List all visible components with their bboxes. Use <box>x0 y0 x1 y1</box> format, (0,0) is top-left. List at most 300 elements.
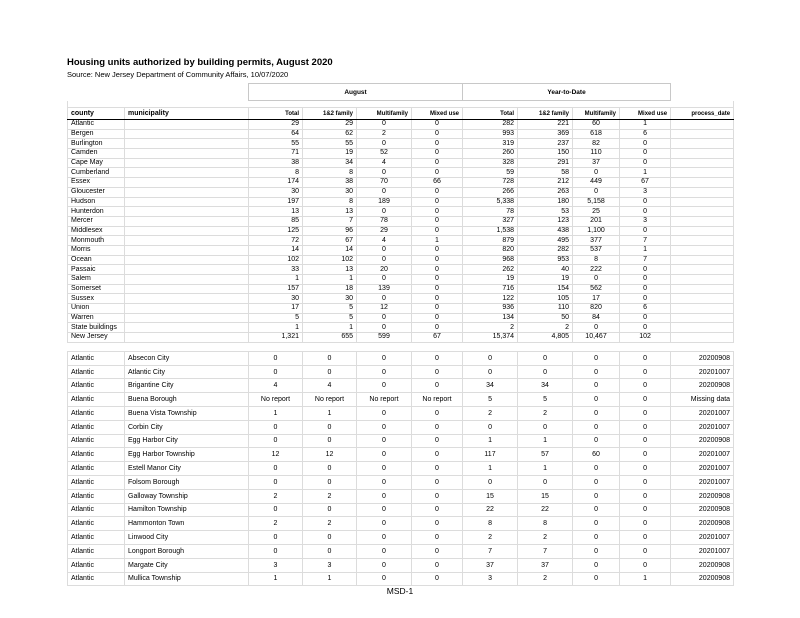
table-cell <box>671 129 734 139</box>
table-cell: 157 <box>249 284 303 294</box>
municipality-row <box>68 517 734 531</box>
county-row <box>68 139 734 149</box>
table-cell: 0 <box>357 475 412 489</box>
column-header: Multifamily <box>357 108 412 120</box>
table-cell: 20 <box>357 265 412 275</box>
table-cell: No report <box>357 393 412 407</box>
table-cell: 38 <box>249 158 303 168</box>
table-cell: 1 <box>303 407 357 421</box>
table-cell: 20200908 <box>671 434 734 448</box>
table-cell: 4 <box>357 236 412 246</box>
table-cell: 319 <box>463 139 518 149</box>
table-cell: 0 <box>412 572 463 586</box>
table-cell <box>125 139 249 149</box>
table-cell: 820 <box>573 304 620 314</box>
table-cell: 0 <box>412 120 463 130</box>
table-cell: 0 <box>412 475 463 489</box>
table-cell: 13 <box>303 207 357 217</box>
table-cell: 0 <box>573 489 620 503</box>
table-cell: Cumberland <box>68 168 125 178</box>
table-cell: 2 <box>463 407 518 421</box>
table-cell: 369 <box>518 129 573 139</box>
municipality-row <box>68 503 734 517</box>
table-cell: Atlantic <box>68 407 125 421</box>
table-cell: 62 <box>303 129 357 139</box>
table-cell: 0 <box>303 475 357 489</box>
table-cell: 201 <box>573 216 620 226</box>
table-cell: Morris <box>68 245 125 255</box>
column-header: Total <box>463 108 518 120</box>
table-cell <box>671 236 734 246</box>
table-cell: 0 <box>573 503 620 517</box>
table-cell: 1 <box>620 245 671 255</box>
table-cell: Essex <box>68 178 125 188</box>
table-cell: Atlantic <box>68 462 125 476</box>
table-cell: 1 <box>249 572 303 586</box>
table-cell: 0 <box>573 531 620 545</box>
table-cell: 52 <box>357 149 412 159</box>
municipality-row <box>68 393 734 407</box>
table-cell: 0 <box>412 365 463 379</box>
table-cell: 34 <box>463 379 518 393</box>
table-cell <box>671 158 734 168</box>
table-cell: 10,467 <box>573 333 620 343</box>
table-cell: 7 <box>463 544 518 558</box>
table-cell: 0 <box>357 275 412 285</box>
table-cell: 993 <box>463 129 518 139</box>
county-row <box>68 236 734 246</box>
table-cell: 20201007 <box>671 365 734 379</box>
table-cell: 29 <box>249 120 303 130</box>
table-cell: 30 <box>249 294 303 304</box>
table-cell: 2 <box>303 517 357 531</box>
table-cell <box>125 236 249 246</box>
table-cell: Egg Harbor Township <box>125 448 249 462</box>
table-cell: 3 <box>620 216 671 226</box>
table-cell <box>671 284 734 294</box>
municipality-row <box>68 544 734 558</box>
municipality-row <box>68 475 734 489</box>
table-cell: 0 <box>249 434 303 448</box>
table-cell: 0 <box>357 420 412 434</box>
table-cell: 180 <box>518 197 573 207</box>
county-row <box>68 245 734 255</box>
table-cell <box>125 333 249 343</box>
table-cell: 84 <box>573 313 620 323</box>
table-cell: 0 <box>303 531 357 545</box>
table-cell: 0 <box>412 149 463 159</box>
table-cell: 20201007 <box>671 544 734 558</box>
table-cell: 0 <box>620 531 671 545</box>
table-cell: 3 <box>463 572 518 586</box>
table-cell: 57 <box>518 448 573 462</box>
county-row <box>68 207 734 217</box>
municipality-row <box>68 572 734 586</box>
county-row <box>68 323 734 333</box>
county-row <box>68 187 734 197</box>
table-cell: 1 <box>518 434 573 448</box>
table-cell: 8 <box>249 168 303 178</box>
table-cell: 0 <box>412 245 463 255</box>
table-cell <box>125 323 249 333</box>
table-cell <box>125 255 249 265</box>
table-cell: 1 <box>518 462 573 476</box>
table-cell: Bergen <box>68 129 125 139</box>
table-cell: 0 <box>412 531 463 545</box>
county-row <box>68 284 734 294</box>
table-cell: 0 <box>249 420 303 434</box>
table-cell: 59 <box>463 168 518 178</box>
table-cell <box>671 294 734 304</box>
table-cell <box>125 226 249 236</box>
table-cell: 13 <box>249 207 303 217</box>
table-cell: 0 <box>573 393 620 407</box>
table-cell: 2 <box>463 531 518 545</box>
municipality-row <box>68 448 734 462</box>
table-cell: 291 <box>518 158 573 168</box>
municipality-row <box>68 462 734 476</box>
table-cell: No report <box>303 393 357 407</box>
table-cell: 19 <box>463 275 518 285</box>
table-cell: 0 <box>357 448 412 462</box>
table-cell: 0 <box>518 420 573 434</box>
page-footer: MSD-1 <box>386 586 414 596</box>
table-cell: 20201007 <box>671 448 734 462</box>
table-cell <box>125 275 249 285</box>
table-cell: 0 <box>573 275 620 285</box>
table-cell: 1,538 <box>463 226 518 236</box>
table-cell: 0 <box>573 187 620 197</box>
table-cell: 50 <box>518 313 573 323</box>
table-cell: 0 <box>620 365 671 379</box>
column-header: Mixed use <box>412 108 463 120</box>
table-cell: 0 <box>357 544 412 558</box>
table-cell: 14 <box>303 245 357 255</box>
table-cell <box>671 139 734 149</box>
table-cell: 562 <box>573 284 620 294</box>
table-cell: Atlantic <box>68 448 125 462</box>
table-cell: Atlantic <box>68 572 125 586</box>
table-cell: 37 <box>573 158 620 168</box>
table-cell: 0 <box>620 139 671 149</box>
table-cell: 212 <box>518 178 573 188</box>
table-cell <box>671 275 734 285</box>
table-cell: 0 <box>620 448 671 462</box>
table-cell: 0 <box>303 434 357 448</box>
table-cell: 0 <box>620 197 671 207</box>
table-cell: 17 <box>573 294 620 304</box>
table-cell: 0 <box>573 323 620 333</box>
table-cell: 0 <box>620 313 671 323</box>
table-cell: Galloway Township <box>125 489 249 503</box>
column-header: Mixed use <box>620 108 671 120</box>
table-cell: 0 <box>412 158 463 168</box>
table-cell: 3 <box>620 187 671 197</box>
table-cell: 221 <box>518 120 573 130</box>
table-cell: 0 <box>412 434 463 448</box>
table-cell <box>125 313 249 323</box>
county-row <box>68 158 734 168</box>
permits-table <box>67 83 734 586</box>
table-cell: Camden <box>68 149 125 159</box>
table-cell <box>671 178 734 188</box>
table-cell: 0 <box>412 216 463 226</box>
table-cell: 0 <box>412 462 463 476</box>
table-cell: 0 <box>412 304 463 314</box>
table-cell <box>125 294 249 304</box>
table-cell: 0 <box>573 475 620 489</box>
column-header: Multifamily <box>573 108 620 120</box>
table-cell: 1 <box>249 275 303 285</box>
table-cell: 20201007 <box>671 420 734 434</box>
table-cell: 0 <box>357 407 412 421</box>
table-cell: 0 <box>357 351 412 365</box>
table-cell: 0 <box>620 489 671 503</box>
table-cell: 1 <box>463 434 518 448</box>
table-cell: Monmouth <box>68 236 125 246</box>
table-cell: 67 <box>303 236 357 246</box>
table-cell: No report <box>412 393 463 407</box>
table-cell: 22 <box>463 503 518 517</box>
table-cell: 0 <box>412 379 463 393</box>
table-cell: 0 <box>573 379 620 393</box>
column-header-row <box>68 108 734 120</box>
table-cell: 222 <box>573 265 620 275</box>
table-cell: 1 <box>249 323 303 333</box>
table-cell: 0 <box>249 475 303 489</box>
municipality-row <box>68 379 734 393</box>
county-row <box>68 275 734 285</box>
table-cell: 5 <box>463 393 518 407</box>
table-cell: 37 <box>518 558 573 572</box>
table-cell <box>671 313 734 323</box>
table-cell: Burlington <box>68 139 125 149</box>
table-cell: 1 <box>303 323 357 333</box>
table-cell: 0 <box>303 420 357 434</box>
table-cell: 30 <box>303 294 357 304</box>
table-cell: 15 <box>518 489 573 503</box>
table-cell: 3 <box>249 558 303 572</box>
table-cell: 0 <box>620 294 671 304</box>
table-cell: Atlantic <box>68 434 125 448</box>
table-cell <box>671 304 734 314</box>
table-cell <box>671 333 734 343</box>
table-cell <box>125 197 249 207</box>
table-cell: 0 <box>620 158 671 168</box>
table-cell: Salem <box>68 275 125 285</box>
table-cell: 8 <box>573 255 620 265</box>
table-cell: 237 <box>518 139 573 149</box>
table-cell: 6 <box>620 129 671 139</box>
county-row <box>68 149 734 159</box>
table-cell: 122 <box>463 294 518 304</box>
table-cell <box>125 120 249 130</box>
county-row <box>68 197 734 207</box>
table-cell: 20201007 <box>671 407 734 421</box>
table-cell: Passaic <box>68 265 125 275</box>
table-cell: 5,338 <box>463 197 518 207</box>
table-cell: 263 <box>518 187 573 197</box>
table-cell: Atlantic <box>68 120 125 130</box>
table-cell: 2 <box>518 323 573 333</box>
table-cell: 0 <box>573 407 620 421</box>
municipality-row <box>68 489 734 503</box>
table-cell <box>125 178 249 188</box>
table-cell: Missing data <box>671 393 734 407</box>
table-cell: Gloucester <box>68 187 125 197</box>
table-cell: 0 <box>620 207 671 217</box>
table-cell: 125 <box>249 226 303 236</box>
table-cell: 15,374 <box>463 333 518 343</box>
table-cell: 96 <box>303 226 357 236</box>
table-cell: 0 <box>620 226 671 236</box>
table-cell <box>671 245 734 255</box>
table-cell: 14 <box>249 245 303 255</box>
table-cell: 0 <box>249 365 303 379</box>
table-cell: 0 <box>303 351 357 365</box>
table-cell: 197 <box>249 197 303 207</box>
table-cell: 154 <box>518 284 573 294</box>
table-cell <box>671 226 734 236</box>
table-cell: 728 <box>463 178 518 188</box>
county-row <box>68 304 734 314</box>
table-cell: 0 <box>412 187 463 197</box>
table-cell <box>125 245 249 255</box>
table-cell: Mullica Township <box>125 572 249 586</box>
table-cell: 449 <box>573 178 620 188</box>
table-cell: 8 <box>303 168 357 178</box>
table-cell: 33 <box>249 265 303 275</box>
table-cell: 282 <box>463 120 518 130</box>
table-cell: 0 <box>620 351 671 365</box>
table-cell: 34 <box>303 158 357 168</box>
table-cell: 377 <box>573 236 620 246</box>
table-cell: 82 <box>573 139 620 149</box>
table-cell: 0 <box>573 558 620 572</box>
table-cell: New Jersey <box>68 333 125 343</box>
table-cell: 0 <box>620 517 671 531</box>
table-cell: Middlesex <box>68 226 125 236</box>
municipality-row <box>68 558 734 572</box>
table-cell: 110 <box>573 149 620 159</box>
municipality-row <box>68 365 734 379</box>
county-row <box>68 178 734 188</box>
table-cell: 2 <box>249 517 303 531</box>
table-cell: 0 <box>620 149 671 159</box>
table-cell: Ocean <box>68 255 125 265</box>
section-gap-row <box>68 342 734 351</box>
table-cell: 5 <box>303 313 357 323</box>
table-cell: 2 <box>249 489 303 503</box>
column-header: municipality <box>125 108 249 120</box>
table-cell: 1 <box>303 275 357 285</box>
table-cell: Buena Vista Township <box>125 407 249 421</box>
table-cell: Atlantic <box>68 544 125 558</box>
table-cell: 78 <box>357 216 412 226</box>
table-cell: 968 <box>463 255 518 265</box>
table-cell: 0 <box>412 313 463 323</box>
table-cell: 102 <box>249 255 303 265</box>
table-cell: 0 <box>249 503 303 517</box>
table-cell: 0 <box>620 420 671 434</box>
table-cell: Atlantic <box>68 420 125 434</box>
table-cell: 0 <box>620 503 671 517</box>
table-cell: Absecon City <box>125 351 249 365</box>
table-cell: 0 <box>412 284 463 294</box>
table-cell: Atlantic <box>68 517 125 531</box>
table-cell: 2 <box>357 129 412 139</box>
table-cell: 102 <box>303 255 357 265</box>
table-cell: 4 <box>249 379 303 393</box>
table-cell: 0 <box>249 351 303 365</box>
table-cell: 0 <box>573 365 620 379</box>
table-cell: 0 <box>357 503 412 517</box>
table-cell: 72 <box>249 236 303 246</box>
group-header-ytd: Year-to-Date <box>463 84 671 101</box>
table-cell: 67 <box>620 178 671 188</box>
table-cell: 1,100 <box>573 226 620 236</box>
table-cell: Atlantic <box>68 489 125 503</box>
table-cell: 0 <box>357 245 412 255</box>
table-cell: 0 <box>412 265 463 275</box>
column-header: Total <box>249 108 303 120</box>
table-cell <box>125 207 249 217</box>
table-cell: 266 <box>463 187 518 197</box>
table-cell <box>125 129 249 139</box>
table-cell: 20200908 <box>671 489 734 503</box>
table-cell: 0 <box>357 139 412 149</box>
table-cell: 0 <box>412 197 463 207</box>
table-cell: 60 <box>573 448 620 462</box>
table-cell <box>671 216 734 226</box>
table-cell: 282 <box>518 245 573 255</box>
table-cell: 37 <box>463 558 518 572</box>
table-cell: 78 <box>463 207 518 217</box>
table-cell: 102 <box>620 333 671 343</box>
table-cell: 0 <box>620 275 671 285</box>
table-cell: 1 <box>620 120 671 130</box>
table-cell: 0 <box>620 407 671 421</box>
table-cell: 29 <box>303 120 357 130</box>
table-cell: 13 <box>303 265 357 275</box>
table-cell: 0 <box>303 503 357 517</box>
table-cell: No report <box>249 393 303 407</box>
table-cell <box>671 323 734 333</box>
table-cell: 123 <box>518 216 573 226</box>
table-cell: 0 <box>463 351 518 365</box>
table-cell: 0 <box>412 275 463 285</box>
table-cell: 110 <box>518 304 573 314</box>
table-cell: 8 <box>463 517 518 531</box>
table-cell: 618 <box>573 129 620 139</box>
table-cell: 0 <box>357 517 412 531</box>
column-header: county <box>68 108 125 120</box>
column-header: process_date <box>671 108 734 120</box>
municipality-row <box>68 434 734 448</box>
table-cell: 174 <box>249 178 303 188</box>
table-cell: Folsom Borough <box>125 475 249 489</box>
table-cell: 0 <box>249 531 303 545</box>
table-cell: 327 <box>463 216 518 226</box>
table-cell <box>671 255 734 265</box>
table-cell: Atlantic City <box>125 365 249 379</box>
table-cell: 38 <box>303 178 357 188</box>
table-cell: Atlantic <box>68 379 125 393</box>
table-cell: 495 <box>518 236 573 246</box>
table-cell: 438 <box>518 226 573 236</box>
table-cell: 1 <box>620 572 671 586</box>
table-cell: 0 <box>412 226 463 236</box>
